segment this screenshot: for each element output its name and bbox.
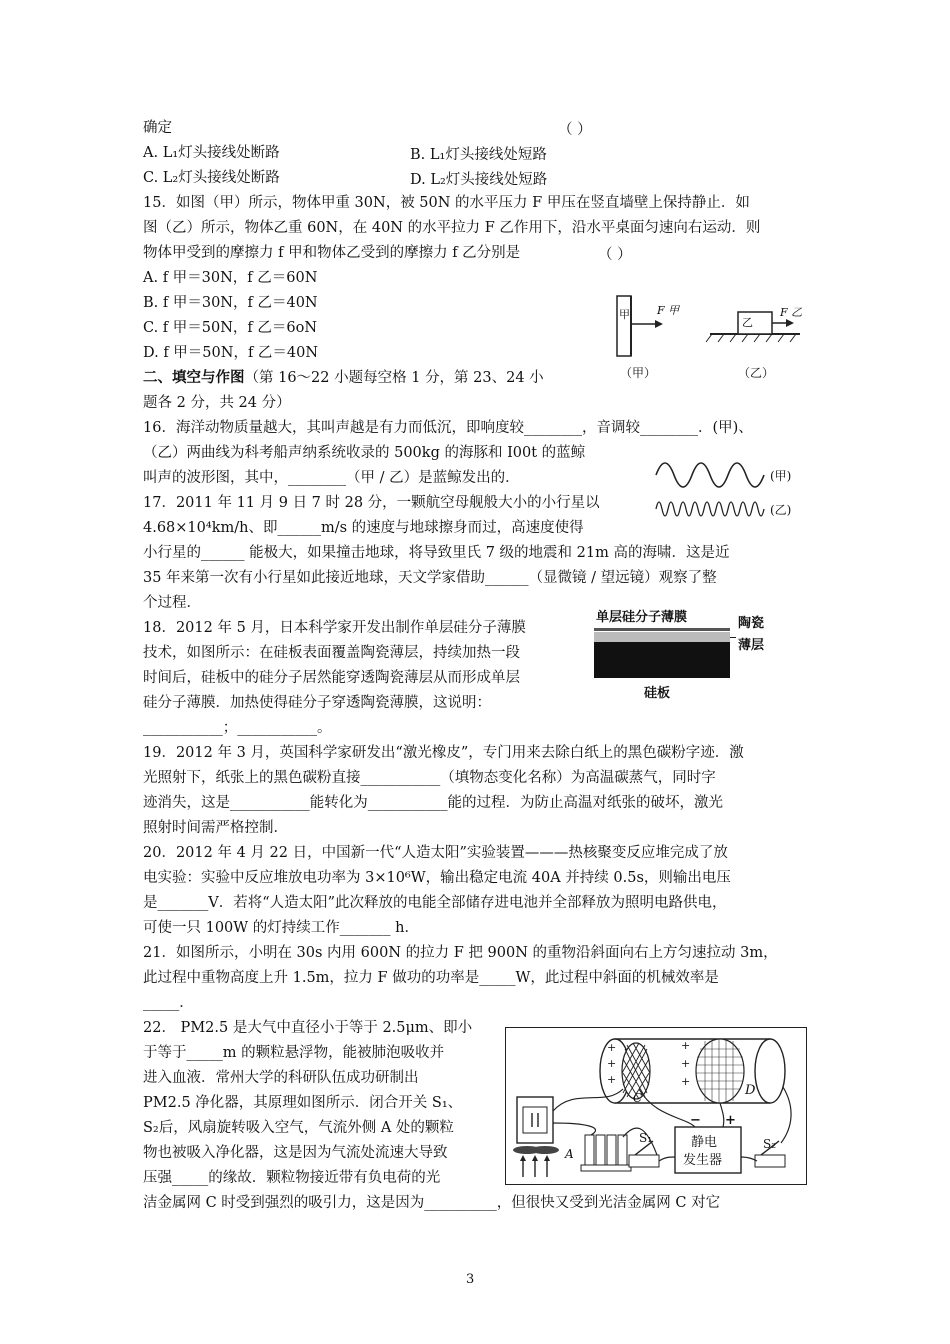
label-film: 单层硅分子薄膜 [596, 610, 688, 625]
q21-text: 21．如图所示，小明在 30s 内用 600N 的拉力 F 把 900N 的重物沿斜面向右上方匀速拉动 3m， [143, 945, 778, 961]
label-a: A [565, 1147, 574, 1161]
q18-text: 技术，如图所示：在硅板表面覆盖陶瓷薄层，持续加热一段 [143, 645, 520, 661]
label-minus: − [690, 1113, 701, 1128]
page-number: 3 [466, 1272, 475, 1287]
q15-text: 15．如图（甲）所示，物体甲重 30N，被 50N 的水平压力 F 甲压在竖直墙壁上保持静止．如 [143, 195, 750, 211]
q20-text: 电实验：实验中反应堆放电功率为 3×10⁶W，输出稳定电流 40A 并持续 0.5s，则输出电压 [143, 870, 731, 886]
svg-text:+: + [681, 1075, 691, 1088]
label-jia: 甲 [619, 308, 630, 321]
q21-text: 此过程中重物高度上升 1.5m，拉力 F 做功的功率是_____W，此过程中斜面的机械效率是 [143, 970, 719, 986]
q18-text: 18．2012 年 5 月，日本科学家开发出制作单层硅分子薄膜 [143, 620, 526, 636]
q15-text: 物体甲受到的摩擦力 f 甲和物体乙受到的摩擦力 f 乙分别是 [143, 245, 521, 261]
q15-option-d: D. f 甲＝50N，f 乙＝40N [143, 345, 319, 361]
q22-text: 进入血液．常州大学的科研队伍成功研制出 [143, 1070, 419, 1086]
label-f-yi: F 乙 [780, 306, 803, 319]
q18-text: ___________；___________。 [143, 720, 332, 736]
q17-text: 个过程． [143, 595, 201, 611]
q15-text: 图（乙）所示，物体乙重 60N，在 40N 的水平拉力 F 乙作用下，沿水平桌面匀速向右运动．则 [143, 220, 761, 236]
q19-text: 光照射下，纸张上的黑色碳粉直接___________（填物态变化名称）为高温碳蒸气，同时字 [143, 770, 716, 786]
label-silicon: 硅板 [644, 686, 671, 701]
q22-text: 22． PM2.5 是大气中直径小于等于 2.5μm、即小 [143, 1020, 473, 1036]
label-f-jia: F 甲 [657, 304, 680, 317]
figure-q15 [600, 290, 805, 385]
section-note: 题各 2 分，共 24 分） [143, 395, 291, 411]
silicon-board [594, 642, 730, 678]
text-line: 确定 [143, 120, 172, 136]
q17-text: 35 年来第一次有小行星如此接近地球，天文学家借助______（显微镜 / 望远镜）观察了整 [143, 570, 717, 586]
label-yi: (乙) [770, 503, 792, 517]
q21-text: _____． [143, 995, 194, 1011]
label-ceramic: 陶瓷 [738, 616, 765, 631]
q22-text: 于等于_____m 的颗粒悬浮物，能被肺泡吸收并 [143, 1045, 445, 1061]
q16-text: 叫声的波形图，其中，________（甲 / 乙）是蓝鲸发出的． [143, 470, 520, 486]
label-generator-2: 发生器 [683, 1153, 723, 1168]
caption-yi: （乙） [738, 366, 775, 380]
svg-text:+: + [681, 1057, 691, 1070]
q15-option-c: C. f 甲＝50N，f 乙＝6oN [143, 320, 318, 336]
q17-text: 17．2011 年 11 月 9 日 7 时 28 分，一颗航空母舰般大小的小行星以 [143, 495, 600, 511]
label-d: D [745, 1083, 756, 1098]
figure-q22-purifier [505, 1027, 807, 1185]
figure-q18-silicon [592, 606, 807, 701]
q22-text: 洁金属网 C 时受到强烈的吸引力，这是因为__________，但很快又受到光洁金属网 C 对它 [143, 1195, 721, 1211]
q20-text: 是_______V．若将“人造太阳”此次释放的电能全部储存进电池并全部释放为照明电路供电， [143, 895, 727, 911]
answer-paren: （ ） [558, 122, 592, 138]
q22-text: PM2.5 净化器，其原理如图所示．闭合开关 S₁、 [143, 1095, 463, 1111]
option-d: D. L₂灯头接线处短路 [410, 172, 548, 188]
option-b: B. L₁灯头接线处短路 [410, 147, 547, 163]
q22-text: 压强_____的缘故．颗粒物接近带有负电荷的光 [143, 1170, 441, 1186]
q20-text: 20．2012 年 4 月 22 日，中国新一代“人造太阳”实验装置———热核聚变反应堆完成了放 [143, 845, 728, 861]
q22-text: 物也被吸入净化器，这是因为气流处流速大导致 [143, 1145, 448, 1161]
purifier-diagram [505, 1027, 807, 1185]
q16-text: 16．海洋动物质量越大，其叫声越是有力而低沉，即响度较________，音调较________．(甲)、 [143, 420, 753, 436]
svg-text:+: + [607, 1073, 617, 1086]
caption-jia: （甲） [620, 366, 657, 380]
label-plus: + [725, 1113, 736, 1128]
label-c: C [633, 1091, 643, 1105]
label-yi: 乙 [742, 316, 753, 329]
q19-text: 迹消失，这是___________能转化为___________能的过程．为防止高温对纸张的破坏，激光 [143, 795, 723, 811]
q16-text: （乙）两曲线为科考船声纳系统收录的 500kg 的海豚和 I00t 的蓝鲸 [143, 445, 586, 461]
q18-text: 时间后，硅板中的硅分子居然能穿透陶瓷薄层从而形成单层 [143, 670, 520, 686]
q19-text: 19．2012 年 3 月，英国科学家研发出“激光橡皮”，专门用来去除白纸上的黑色碳粉字迹．激 [143, 745, 744, 761]
svg-text:+: + [607, 1057, 617, 1070]
q15-option-a: A. f 甲＝30N，f 乙＝60N [143, 270, 318, 286]
label-generator-1: 静电 [691, 1135, 718, 1150]
label-s2: S₂ [763, 1137, 777, 1151]
film-layer [594, 628, 730, 631]
q20-text: 可使一只 100W 的灯持续工作_______ h． [143, 920, 419, 936]
option-c: C. L₂灯头接线处断路 [143, 170, 280, 186]
label-layer: 薄层 [738, 638, 765, 653]
label-s1: S₁ [639, 1131, 653, 1145]
svg-text:+: + [607, 1041, 617, 1054]
q22-text: S₂后，风扇旋转吸入空气，气流外侧 A 处的颗粒 [143, 1120, 454, 1136]
answer-paren: （ ） [598, 247, 632, 263]
q17-text: 小行星的______ 能极大，如果撞击地球，将导致里氏 7 级的地震和 21m 高的海啸．这是近 [143, 545, 730, 561]
q18-text: 硅分子薄膜．加热使得硅分子穿透陶瓷薄膜，这说明： [143, 695, 491, 711]
figure-q16-waveforms [652, 447, 812, 527]
section-heading-line [143, 368, 544, 388]
ceramic-layer [594, 632, 730, 642]
label-jia: (甲) [770, 469, 792, 483]
option-a: A. L₁灯头接线处断路 [143, 145, 280, 161]
q15-option-b: B. f 甲＝30N，f 乙＝40N [143, 295, 318, 311]
section-note: （第 16～22 小题每空格 1 分，第 23、24 小 [244, 370, 544, 386]
q17-text: 4.68×10⁴km/h、即______m/s 的速度与地球擦身而过，高速度使得 [143, 520, 584, 536]
q19-text: 照射时间需严格控制． [143, 820, 288, 836]
section-heading: 二、填空与作图 [143, 370, 245, 386]
svg-text:+: + [681, 1039, 691, 1052]
